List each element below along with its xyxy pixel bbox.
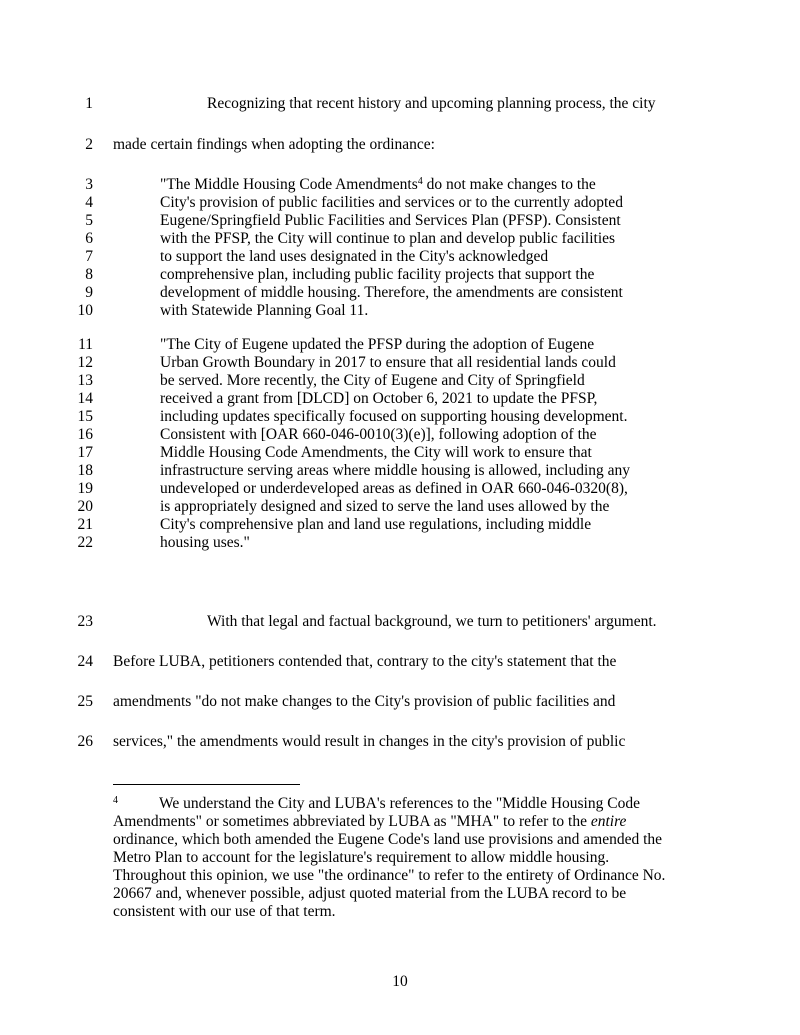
quote-line: Middle Housing Code Amendments, the City will work to ensure that xyxy=(160,444,592,461)
line-number: 17 xyxy=(77,444,93,461)
line-number: 4 xyxy=(85,194,93,211)
quote-line: Urban Growth Boundary in 2017 to ensure that all residential lands could xyxy=(160,354,616,371)
line-number: 2 xyxy=(85,136,93,153)
quote-line: received a grant from [DLCD] on October 6, 2021 to update the PFSP, xyxy=(160,390,598,407)
quote-line: including updates specifically focused on supporting housing development. xyxy=(160,408,628,425)
footnote-ref[interactable]: 4 xyxy=(417,176,423,187)
line-number: 6 xyxy=(85,230,93,247)
body-text-line: amendments "do not make changes to the City's provision of public facilities and xyxy=(113,693,616,710)
body-text-line: Recognizing that recent history and upcoming planning process, the city xyxy=(207,95,656,112)
line-number: 25 xyxy=(77,693,93,710)
footnote-mark: 4 xyxy=(113,795,118,806)
quote-line: City's provision of public facilities and services or to the currently adopted xyxy=(160,194,623,211)
line-number: 8 xyxy=(85,266,93,283)
body-text-line: made certain findings when adopting the ordinance: xyxy=(113,136,435,153)
footnote-line: ordinance, which both amended the Eugene Code's land use provisions and amended the xyxy=(113,831,663,848)
footnote-line: Amendments" or sometimes abbreviated by LUBA as "MHA" to refer to the entire xyxy=(113,813,627,830)
line-number: 20 xyxy=(77,498,93,515)
line-number: 12 xyxy=(77,354,93,371)
quote-line: comprehensive plan, including public facility projects that support the xyxy=(160,266,595,283)
quote-line: with Statewide Planning Goal 11. xyxy=(160,302,369,319)
body-text-line: services," the amendments would result in changes in the city's provision of public xyxy=(113,733,626,750)
footnote xyxy=(113,795,723,921)
line-number: 7 xyxy=(85,248,93,265)
footnote-line: Metro Plan to account for the legislature's requirement to allow middle housing. xyxy=(113,849,610,866)
line-number: 21 xyxy=(77,516,93,533)
line-number: 14 xyxy=(77,390,93,407)
quote-line: with the PFSP, the City will continue to plan and develop public facilities xyxy=(160,230,616,247)
body-text-line: Before LUBA, petitioners contended that, contrary to the city's statement that the xyxy=(113,653,617,670)
quote-line: undeveloped or underdeveloped areas as defined in OAR 660-046-0320(8), xyxy=(160,480,628,497)
quote-line: "The Middle Housing Code Amendments$^4$ do not make changes to the xyxy=(160,176,596,193)
line-number: 26 xyxy=(77,733,93,750)
footnote-line: 20667 and, whenever possible, adjust quoted material from the LUBA record to be xyxy=(113,885,627,902)
quote-line: be served. More recently, the City of Eugene and City of Springfield xyxy=(160,372,585,389)
line-number: 1 xyxy=(85,95,93,112)
quote-line: infrastructure serving areas where middle housing is allowed, including any xyxy=(160,462,631,479)
page-number: 10 xyxy=(392,973,408,990)
footnote-line: $^4$ We understand the City and LUBA's references to the "Middle Housing Code xyxy=(113,795,640,812)
body-text-line: With that legal and factual background, we turn to petitioners' argument. xyxy=(207,613,657,630)
line-number: 11 xyxy=(78,336,93,353)
quote-line: to support the land uses designated in the City's acknowledged xyxy=(160,248,549,265)
line-number: 3 xyxy=(85,176,93,193)
quote-line: Eugene/Springfield Public Facilities and Services Plan (PFSP). Consistent xyxy=(160,212,621,229)
footnote-separator xyxy=(113,784,300,785)
line-number: 15 xyxy=(77,408,93,425)
line-number: 24 xyxy=(77,653,93,670)
line-number: 16 xyxy=(77,426,93,443)
quote-line: City's comprehensive plan and land use regulations, including middle xyxy=(160,516,592,533)
quote-line: is appropriately designed and sized to serve the land uses allowed by the xyxy=(160,498,610,515)
line-number: 18 xyxy=(77,462,93,479)
line-number: 23 xyxy=(77,613,93,630)
footnote-line: Throughout this opinion, we use "the ordinance" to refer to the entirety of Ordinance No. xyxy=(113,867,666,884)
footnote-line: consistent with our use of that term. xyxy=(113,903,336,920)
line-number: 13 xyxy=(77,372,93,389)
quote-line: "The City of Eugene updated the PFSP during the adoption of Eugene xyxy=(160,336,595,353)
line-number: 5 xyxy=(85,212,93,229)
line-number: 19 xyxy=(77,480,93,497)
quote-line: development of middle housing. Therefore, the amendments are consistent xyxy=(160,284,623,301)
line-number: 22 xyxy=(77,534,93,551)
line-number: 9 xyxy=(85,284,93,301)
quote-line: housing uses." xyxy=(160,534,250,551)
line-number: 10 xyxy=(77,302,93,319)
quote-line: Consistent with [OAR 660-046-0010(3)(e)], following adoption of the xyxy=(160,426,597,443)
